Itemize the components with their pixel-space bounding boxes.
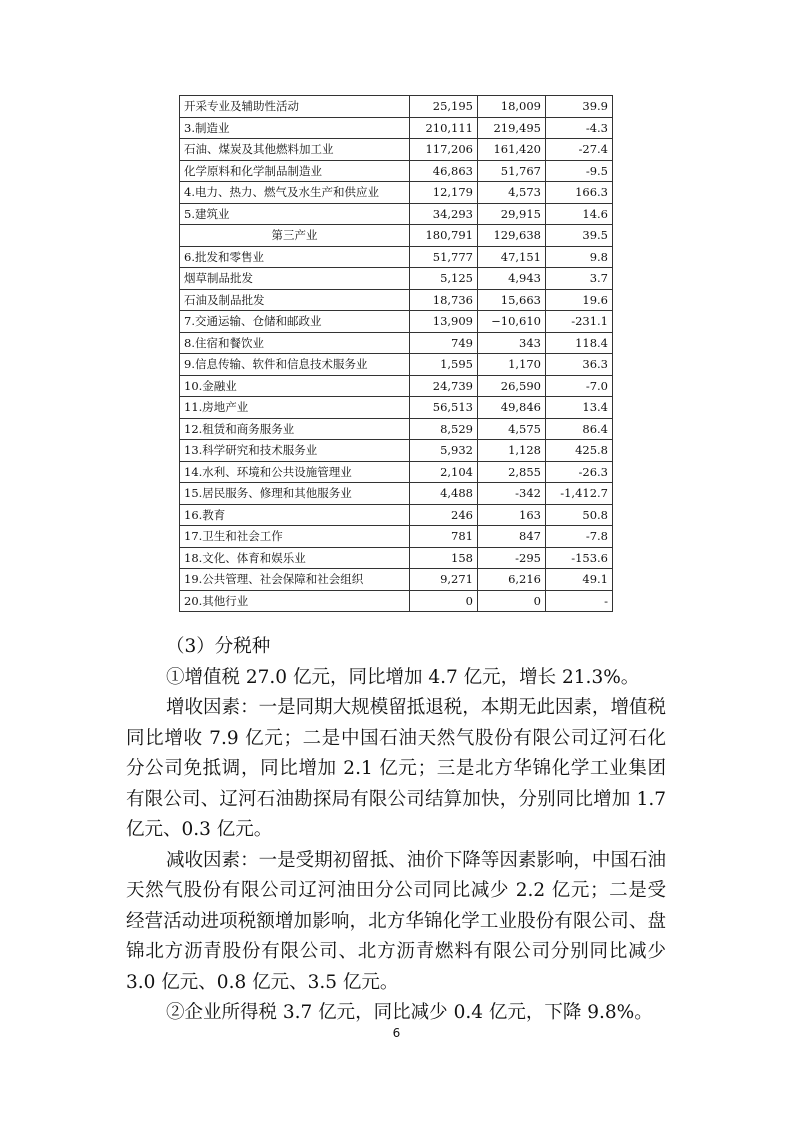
growth-rate-cell: 3.7 [546,268,613,290]
row-label-cell: 5.建筑业 [180,203,410,225]
growth-rate-cell: -1,412.7 [546,483,613,505]
growth-rate-cell: -153.6 [546,547,613,569]
table-row [180,397,613,419]
value-prior-cell: 343 [478,332,546,354]
row-label-cell: 17.卫生和社会工作 [180,526,410,548]
value-prior-cell: 51,767 [478,160,546,182]
row-label-cell: 7.交通运输、仓储和邮政业 [180,311,410,333]
table-row [180,139,613,161]
table-row [180,160,613,182]
value-prior-cell: 49,846 [478,397,546,419]
growth-rate-cell: 49.1 [546,569,613,591]
value-current-cell: 1,595 [410,354,478,376]
value-current-cell: 9,271 [410,569,478,591]
value-current-cell: 51,777 [410,246,478,268]
table-row [180,440,613,462]
growth-rate-cell: 425.8 [546,440,613,462]
value-prior-cell: 47,151 [478,246,546,268]
value-current-cell: 0 [410,590,478,612]
row-label-cell: 石油及制品批发 [180,289,410,311]
value-current-cell: 117,206 [410,139,478,161]
value-prior-cell: 219,495 [478,117,546,139]
value-prior-cell: 2,855 [478,461,546,483]
value-prior-cell: 26,590 [478,375,546,397]
row-label-cell: 15.居民服务、修理和其他服务业 [180,483,410,505]
row-label-cell: 18.文化、体育和娱乐业 [180,547,410,569]
table-row [180,246,613,268]
table-row [180,483,613,505]
value-prior-cell: 1,128 [478,440,546,462]
table-row [180,526,613,548]
table-row [180,203,613,225]
growth-rate-cell: 13.4 [546,397,613,419]
value-current-cell: 25,195 [410,96,478,118]
table-row [180,504,613,526]
growth-rate-cell: -27.4 [546,139,613,161]
value-prior-cell: 4,575 [478,418,546,440]
value-prior-cell: 4,943 [478,268,546,290]
growth-rate-cell: -4.3 [546,117,613,139]
value-prior-cell: 161,420 [478,139,546,161]
row-label-cell: 16.教育 [180,504,410,526]
table-row [180,354,613,376]
value-prior-cell: 18,009 [478,96,546,118]
value-current-cell: 781 [410,526,478,548]
growth-rate-cell: -9.5 [546,160,613,182]
value-prior-cell: 129,638 [478,225,546,247]
table-row [180,569,613,591]
row-label-cell: 化学原料和化学制品制造业 [180,160,410,182]
growth-rate-cell: -7.8 [546,526,613,548]
page-number: 6 [392,1026,401,1040]
value-prior-cell: 0 [478,590,546,612]
growth-rate-cell: 19.6 [546,289,613,311]
value-prior-cell: 847 [478,526,546,548]
section-heading: （3）分税种 [166,636,271,657]
growth-rate-cell: 39.5 [546,225,613,247]
table-row [180,96,613,118]
body-text [126,632,666,1029]
row-label-cell: 19.公共管理、社会保障和社会组织 [180,569,410,591]
value-current-cell: 210,111 [410,117,478,139]
row-label-cell: 第三产业 [180,225,410,247]
growth-rate-cell: -7.0 [546,375,613,397]
table-row [180,289,613,311]
table-row [180,268,613,290]
paragraph-corporate-income-tax: ②企业所得税 3.7 亿元，同比减少 0.4 亿元，下降 9.8%。 [166,1002,653,1023]
growth-rate-cell: 166.3 [546,182,613,204]
value-prior-cell: 6,216 [478,569,546,591]
row-label-cell: 4.电力、热力、燃气及水生产和供应业 [180,182,410,204]
row-label-cell: 8.住宿和餐饮业 [180,332,410,354]
growth-rate-cell: -26.3 [546,461,613,483]
table-row [180,117,613,139]
growth-rate-cell: 118.4 [546,332,613,354]
value-current-cell: 5,932 [410,440,478,462]
table-row [180,332,613,354]
table-row [180,418,613,440]
table-row [180,311,613,333]
value-prior-cell: 4,573 [478,182,546,204]
growth-rate-cell: -231.1 [546,311,613,333]
growth-rate-cell: 36.3 [546,354,613,376]
value-current-cell: 180,791 [410,225,478,247]
value-current-cell: 46,863 [410,160,478,182]
paragraph-decrease-factors: 减收因素：一是受期初留抵、油价下降等因素影响，中国石油天然气股份有限公司辽河油田分公司同比减少 2.2 亿元；二是受经营活动进项税额增加影响，北方华锦化学工业股份有限公司、盘锦北方沥青股份有限公司、北方沥青燃料有限公司分别同比减少 3.0 亿元、0.8 亿元、3.5 亿元。 [126,849,666,993]
value-prior-cell: 163 [478,504,546,526]
row-label-cell: 11.房地产业 [180,397,410,419]
value-prior-cell: 15,663 [478,289,546,311]
value-prior-cell: -342 [478,483,546,505]
value-current-cell: 18,736 [410,289,478,311]
value-current-cell: 13,909 [410,311,478,333]
table-row [180,375,613,397]
value-current-cell: 8,529 [410,418,478,440]
row-label-cell: 烟草制品批发 [180,268,410,290]
growth-rate-cell: 9.8 [546,246,613,268]
paragraph-vat: ①增值税 27.0 亿元，同比增加 4.7 亿元，增长 21.3%。 [166,666,640,688]
value-prior-cell: -295 [478,547,546,569]
value-current-cell: 12,179 [410,182,478,204]
row-label-cell: 10.金融业 [180,375,410,397]
row-label-cell: 石油、煤炭及其他燃料加工业 [180,139,410,161]
paragraph-increase-factors: 增收因素：一是同期大规模留抵退税，本期无此因素，增值税同比增收 7.9 亿元；二是中国石油天然气股份有限公司辽河石化分公司免抵调，同比增加 2.1 亿元；三是北方华锦化学工业集团有限公司、辽河石油勘探局有限公司结算加快，分别同比增加 1.7 亿元、0.3 亿元。 [126,697,666,840]
value-current-cell: 34,293 [410,203,478,225]
value-current-cell: 2,104 [410,461,478,483]
row-label-cell: 13.科学研究和技术服务业 [180,440,410,462]
row-label-cell: 开采专业及辅助性活动 [180,96,410,118]
value-current-cell: 158 [410,547,478,569]
table-row [180,461,613,483]
row-label-cell: 12.租赁和商务服务业 [180,418,410,440]
row-label-cell: 6.批发和零售业 [180,246,410,268]
growth-rate-cell: 86.4 [546,418,613,440]
value-current-cell: 5,125 [410,268,478,290]
value-current-cell: 4,488 [410,483,478,505]
value-prior-cell: 1,170 [478,354,546,376]
table-row [180,182,613,204]
growth-rate-cell: 14.6 [546,203,613,225]
growth-rate-cell: - [546,590,613,612]
value-prior-cell: 29,915 [478,203,546,225]
table-row [180,225,613,247]
tax-revenue-table [179,95,613,612]
row-label-cell: 20.其他行业 [180,590,410,612]
value-prior-cell: −10,610 [478,311,546,333]
growth-rate-cell: 50.8 [546,504,613,526]
table-row [180,590,613,612]
row-label-cell: 9.信息传输、软件和信息技术服务业 [180,354,410,376]
value-current-cell: 246 [410,504,478,526]
row-label-cell: 14.水利、环境和公共设施管理业 [180,461,410,483]
row-label-cell: 3.制造业 [180,117,410,139]
value-current-cell: 24,739 [410,375,478,397]
growth-rate-cell: 39.9 [546,96,613,118]
value-current-cell: 56,513 [410,397,478,419]
table-body [180,96,613,612]
table-row [180,547,613,569]
value-current-cell: 749 [410,332,478,354]
